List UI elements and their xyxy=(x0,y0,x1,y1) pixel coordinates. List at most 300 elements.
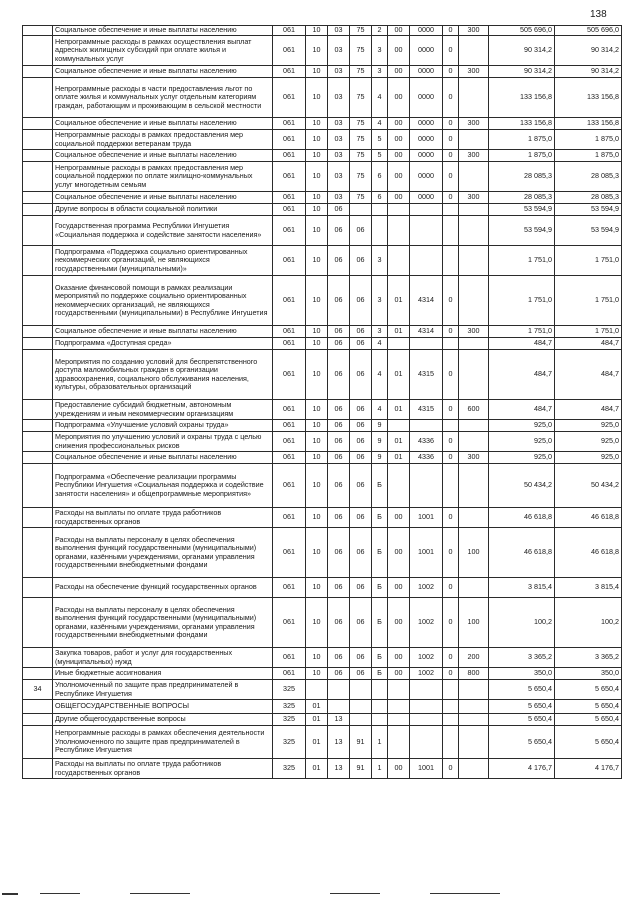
amount-1: 350,0 xyxy=(489,668,555,680)
row-number xyxy=(23,668,53,680)
code-expense-type: 100 xyxy=(459,598,489,648)
row-number xyxy=(23,326,53,338)
code-ministry: 061 xyxy=(273,192,306,204)
code-subprogram: 3 xyxy=(372,326,388,338)
budget-table xyxy=(22,25,622,779)
table-row xyxy=(23,66,622,78)
code-ministry: 325 xyxy=(273,759,306,779)
code-direction: 0000 xyxy=(410,150,443,162)
code-subprogram: 3 xyxy=(372,36,388,66)
code-ministry: 061 xyxy=(273,598,306,648)
code-program xyxy=(350,700,372,714)
amount-1: 1 875,0 xyxy=(489,130,555,150)
code-direction: 1002 xyxy=(410,578,443,598)
row-number xyxy=(23,452,53,464)
code-subsection: 03 xyxy=(328,130,350,150)
code-direction: 1001 xyxy=(410,508,443,528)
table-row xyxy=(23,192,622,204)
amount-1: 484,7 xyxy=(489,350,555,400)
code-direction: 1001 xyxy=(410,528,443,578)
page-number: 138 xyxy=(590,9,607,20)
row-number xyxy=(23,78,53,118)
code-direction xyxy=(410,680,443,700)
table-row xyxy=(23,246,622,276)
amount-1: 1 875,0 xyxy=(489,150,555,162)
code-event: 00 xyxy=(388,130,410,150)
code-subsection: 06 xyxy=(328,464,350,508)
row-number: 34 xyxy=(23,680,53,700)
amount-2: 1 751,0 xyxy=(555,246,622,276)
code-direction xyxy=(410,216,443,246)
code-ministry: 061 xyxy=(273,78,306,118)
code-subsection: 03 xyxy=(328,162,350,192)
code-subprogram: Б xyxy=(372,598,388,648)
row-number xyxy=(23,192,53,204)
code-expense-type xyxy=(459,714,489,726)
code-suffix: 0 xyxy=(443,452,459,464)
amount-2: 5 650,4 xyxy=(555,726,622,759)
code-ministry: 061 xyxy=(273,150,306,162)
row-number xyxy=(23,578,53,598)
amount-1: 505 696,0 xyxy=(489,26,555,36)
code-suffix xyxy=(443,464,459,508)
code-program: 06 xyxy=(350,432,372,452)
code-subsection: 06 xyxy=(328,400,350,420)
code-ministry: 061 xyxy=(273,26,306,36)
amount-2: 46 618,8 xyxy=(555,528,622,578)
code-ministry: 325 xyxy=(273,700,306,714)
amount-2: 1 751,0 xyxy=(555,326,622,338)
code-subprogram: 9 xyxy=(372,452,388,464)
code-program: 06 xyxy=(350,326,372,338)
code-expense-type: 300 xyxy=(459,66,489,78)
code-event: 01 xyxy=(388,400,410,420)
row-name: Государственная программа Республики Ингушетия «Социальная поддержка и содействие занятости населения» xyxy=(53,216,273,246)
code-subsection: 06 xyxy=(328,578,350,598)
code-suffix xyxy=(443,338,459,350)
row-number xyxy=(23,66,53,78)
code-suffix: 0 xyxy=(443,162,459,192)
code-program: 06 xyxy=(350,668,372,680)
amount-2: 4 176,7 xyxy=(555,759,622,779)
row-number xyxy=(23,432,53,452)
row-name: Социальное обеспечение и иные выплаты населению xyxy=(53,118,273,130)
code-subprogram: 5 xyxy=(372,130,388,150)
code-suffix: 0 xyxy=(443,192,459,204)
code-section: 01 xyxy=(306,726,328,759)
table-row xyxy=(23,118,622,130)
code-event: 00 xyxy=(388,66,410,78)
row-number xyxy=(23,464,53,508)
code-subprogram: 4 xyxy=(372,118,388,130)
amount-1: 484,7 xyxy=(489,400,555,420)
code-ministry: 061 xyxy=(273,204,306,216)
code-event: 00 xyxy=(388,78,410,118)
code-subsection: 06 xyxy=(328,528,350,578)
code-ministry: 325 xyxy=(273,680,306,700)
code-section: 10 xyxy=(306,150,328,162)
code-event: 01 xyxy=(388,276,410,326)
code-section: 10 xyxy=(306,246,328,276)
code-expense-type: 300 xyxy=(459,192,489,204)
code-subsection: 06 xyxy=(328,432,350,452)
code-program: 06 xyxy=(350,648,372,668)
amount-1: 1 751,0 xyxy=(489,326,555,338)
code-subsection: 13 xyxy=(328,726,350,759)
code-ministry: 325 xyxy=(273,726,306,759)
code-ministry: 061 xyxy=(273,118,306,130)
code-program: 06 xyxy=(350,350,372,400)
code-subsection: 03 xyxy=(328,78,350,118)
row-name: Мероприятия по улучшению условий и охраны труда с целью снижения профессиональных рисков xyxy=(53,432,273,452)
code-program: 75 xyxy=(350,36,372,66)
row-name: Непрограммные расходы в рамках предоставления мер социальной поддержки ветеранам труда xyxy=(53,130,273,150)
amount-1: 100,2 xyxy=(489,598,555,648)
code-suffix xyxy=(443,216,459,246)
code-direction xyxy=(410,714,443,726)
code-expense-type xyxy=(459,680,489,700)
row-name: Другие вопросы в области социальной политики xyxy=(53,204,273,216)
code-direction: 4314 xyxy=(410,326,443,338)
amount-2: 28 085,3 xyxy=(555,162,622,192)
row-number xyxy=(23,150,53,162)
code-suffix: 0 xyxy=(443,66,459,78)
code-event: 01 xyxy=(388,326,410,338)
row-name: Социальное обеспечение и иные выплаты населению xyxy=(53,326,273,338)
code-direction: 1002 xyxy=(410,598,443,648)
code-direction xyxy=(410,700,443,714)
amount-1: 3 815,4 xyxy=(489,578,555,598)
code-subprogram: 1 xyxy=(372,726,388,759)
code-subsection: 06 xyxy=(328,276,350,326)
footer-dash xyxy=(2,893,18,895)
row-name: Социальное обеспечение и иные выплаты населению xyxy=(53,26,273,36)
code-event xyxy=(388,726,410,759)
code-expense-type xyxy=(459,508,489,528)
table-row xyxy=(23,598,622,648)
row-name: Оказание финансовой помощи в рамках реализации мероприятий по поддержке социально ориентированных некоммерческих организаций, не являющихся государственными (муниципальными) в Республике Ингушетия xyxy=(53,276,273,326)
code-event: 00 xyxy=(388,162,410,192)
row-name: Закупка товаров, работ и услуг для государственных (муниципальных) нужд xyxy=(53,648,273,668)
code-subprogram: 4 xyxy=(372,78,388,118)
code-subprogram: Б xyxy=(372,578,388,598)
amount-2: 53 594,9 xyxy=(555,204,622,216)
code-direction: 4315 xyxy=(410,400,443,420)
code-subprogram xyxy=(372,216,388,246)
code-ministry: 061 xyxy=(273,578,306,598)
amount-1: 53 594,9 xyxy=(489,204,555,216)
code-event: 00 xyxy=(388,508,410,528)
code-direction: 0000 xyxy=(410,162,443,192)
amount-2: 90 314,2 xyxy=(555,36,622,66)
amount-1: 133 156,8 xyxy=(489,118,555,130)
code-program: 75 xyxy=(350,130,372,150)
code-ministry: 061 xyxy=(273,338,306,350)
row-number xyxy=(23,162,53,192)
code-subprogram xyxy=(372,700,388,714)
code-subsection: 06 xyxy=(328,668,350,680)
code-suffix: 0 xyxy=(443,432,459,452)
row-name: Расходы на выплаты по оплате труда работников государственных органов xyxy=(53,508,273,528)
code-program: 75 xyxy=(350,150,372,162)
code-program: 06 xyxy=(350,420,372,432)
code-subsection: 06 xyxy=(328,204,350,216)
table-row xyxy=(23,162,622,192)
code-suffix: 0 xyxy=(443,528,459,578)
amount-2: 3 365,2 xyxy=(555,648,622,668)
code-section: 10 xyxy=(306,192,328,204)
code-direction xyxy=(410,204,443,216)
table-row xyxy=(23,528,622,578)
amount-2: 925,0 xyxy=(555,432,622,452)
amount-1: 28 085,3 xyxy=(489,192,555,204)
row-number xyxy=(23,714,53,726)
code-expense-type xyxy=(459,216,489,246)
row-number xyxy=(23,420,53,432)
code-direction: 0000 xyxy=(410,26,443,36)
code-program xyxy=(350,680,372,700)
code-event: 01 xyxy=(388,350,410,400)
code-expense-type xyxy=(459,432,489,452)
amount-2: 5 650,4 xyxy=(555,700,622,714)
amount-2: 100,2 xyxy=(555,598,622,648)
footer-dash xyxy=(130,893,190,894)
amount-1: 90 314,2 xyxy=(489,66,555,78)
code-expense-type xyxy=(459,759,489,779)
code-direction: 0000 xyxy=(410,192,443,204)
code-subprogram: Б xyxy=(372,528,388,578)
amount-1: 5 650,4 xyxy=(489,680,555,700)
code-section: 10 xyxy=(306,598,328,648)
code-subprogram xyxy=(372,714,388,726)
code-expense-type xyxy=(459,276,489,326)
table-row xyxy=(23,338,622,350)
amount-1: 4 176,7 xyxy=(489,759,555,779)
amount-1: 50 434,2 xyxy=(489,464,555,508)
code-subsection: 06 xyxy=(328,598,350,648)
code-subsection: 13 xyxy=(328,714,350,726)
amount-1: 5 650,4 xyxy=(489,700,555,714)
code-subprogram: Б xyxy=(372,464,388,508)
code-expense-type xyxy=(459,246,489,276)
code-ministry: 061 xyxy=(273,246,306,276)
row-number xyxy=(23,648,53,668)
amount-2: 5 650,4 xyxy=(555,680,622,700)
code-section: 10 xyxy=(306,464,328,508)
code-suffix: 0 xyxy=(443,759,459,779)
row-name: Непрограммные расходы в рамках обеспечения деятельности Уполномоченного по защите прав предпринимателей в Республике Ингушетия xyxy=(53,726,273,759)
table-row xyxy=(23,726,622,759)
table-row xyxy=(23,759,622,779)
code-section: 10 xyxy=(306,326,328,338)
amount-2: 50 434,2 xyxy=(555,464,622,508)
row-number xyxy=(23,508,53,528)
code-expense-type xyxy=(459,350,489,400)
table-row xyxy=(23,204,622,216)
code-subsection: 03 xyxy=(328,150,350,162)
code-program: 75 xyxy=(350,192,372,204)
code-suffix: 0 xyxy=(443,36,459,66)
code-subprogram xyxy=(372,204,388,216)
code-suffix xyxy=(443,246,459,276)
amount-2: 1 875,0 xyxy=(555,130,622,150)
code-expense-type xyxy=(459,726,489,759)
code-suffix: 0 xyxy=(443,350,459,400)
code-subprogram: 3 xyxy=(372,66,388,78)
amount-2: 133 156,8 xyxy=(555,78,622,118)
code-event: 01 xyxy=(388,432,410,452)
code-section: 10 xyxy=(306,350,328,400)
amount-2: 505 696,0 xyxy=(555,26,622,36)
amount-1: 90 314,2 xyxy=(489,36,555,66)
amount-1: 5 650,4 xyxy=(489,726,555,759)
code-direction: 1002 xyxy=(410,648,443,668)
row-number xyxy=(23,36,53,66)
code-expense-type: 300 xyxy=(459,452,489,464)
code-direction xyxy=(410,338,443,350)
row-number xyxy=(23,598,53,648)
code-ministry: 061 xyxy=(273,528,306,578)
code-section: 10 xyxy=(306,78,328,118)
code-program: 06 xyxy=(350,338,372,350)
code-program: 06 xyxy=(350,216,372,246)
code-event: 00 xyxy=(388,598,410,648)
amount-2: 350,0 xyxy=(555,668,622,680)
code-section: 10 xyxy=(306,432,328,452)
row-number xyxy=(23,759,53,779)
code-program: 06 xyxy=(350,452,372,464)
footer-dash xyxy=(330,893,380,894)
code-subprogram xyxy=(372,680,388,700)
code-ministry: 061 xyxy=(273,432,306,452)
code-event xyxy=(388,420,410,432)
code-event xyxy=(388,700,410,714)
table-row xyxy=(23,130,622,150)
code-section: 10 xyxy=(306,648,328,668)
table-row xyxy=(23,26,622,36)
row-name: Другие общегосударственные вопросы xyxy=(53,714,273,726)
code-ministry: 061 xyxy=(273,452,306,464)
code-expense-type: 300 xyxy=(459,26,489,36)
table-row xyxy=(23,326,622,338)
footer-dash xyxy=(40,893,80,894)
table-row xyxy=(23,578,622,598)
amount-2: 484,7 xyxy=(555,400,622,420)
code-suffix: 0 xyxy=(443,276,459,326)
code-event xyxy=(388,680,410,700)
row-number xyxy=(23,338,53,350)
row-number xyxy=(23,246,53,276)
code-section xyxy=(306,680,328,700)
row-name: Подпрограмма «Обеспечение реализации программы Республики Ингушетия «Социальная поддержка и содействие занятости населения» и общепрограммные мероприятия» xyxy=(53,464,273,508)
code-section: 10 xyxy=(306,578,328,598)
row-name: Расходы на выплаты персоналу в целях обеспечения выполнения функций государственными (муниципальными) органами, казёнными учреждениями, органами управления государственными внебюджетными фондами xyxy=(53,528,273,578)
amount-2: 28 085,3 xyxy=(555,192,622,204)
row-number xyxy=(23,726,53,759)
code-suffix: 0 xyxy=(443,508,459,528)
code-subsection: 06 xyxy=(328,508,350,528)
code-subprogram: 3 xyxy=(372,246,388,276)
code-direction: 4336 xyxy=(410,432,443,452)
amount-1: 925,0 xyxy=(489,432,555,452)
row-name: Уполномоченный по защите прав предпринимателей в Республике Ингушетия xyxy=(53,680,273,700)
code-section: 10 xyxy=(306,118,328,130)
code-event: 00 xyxy=(388,759,410,779)
code-ministry: 061 xyxy=(273,130,306,150)
code-subprogram: 6 xyxy=(372,162,388,192)
table-row xyxy=(23,350,622,400)
table-row xyxy=(23,648,622,668)
code-subprogram: 4 xyxy=(372,338,388,350)
code-ministry: 061 xyxy=(273,508,306,528)
code-suffix: 0 xyxy=(443,326,459,338)
code-section: 10 xyxy=(306,452,328,464)
code-program: 06 xyxy=(350,276,372,326)
code-subsection: 03 xyxy=(328,192,350,204)
table-row xyxy=(23,464,622,508)
code-event xyxy=(388,246,410,276)
code-subsection: 06 xyxy=(328,452,350,464)
code-subprogram: 3 xyxy=(372,276,388,326)
amount-1: 3 365,2 xyxy=(489,648,555,668)
code-ministry: 325 xyxy=(273,714,306,726)
amount-1: 46 618,8 xyxy=(489,528,555,578)
row-number xyxy=(23,26,53,36)
row-name: Социальное обеспечение и иные выплаты населению xyxy=(53,452,273,464)
code-event: 00 xyxy=(388,192,410,204)
code-suffix: 0 xyxy=(443,648,459,668)
amount-1: 28 085,3 xyxy=(489,162,555,192)
code-program: 75 xyxy=(350,78,372,118)
code-program: 06 xyxy=(350,528,372,578)
code-expense-type: 300 xyxy=(459,150,489,162)
code-expense-type: 300 xyxy=(459,326,489,338)
code-event: 00 xyxy=(388,648,410,668)
code-direction: 4315 xyxy=(410,350,443,400)
code-expense-type xyxy=(459,204,489,216)
code-ministry: 061 xyxy=(273,276,306,326)
amount-2: 133 156,8 xyxy=(555,118,622,130)
row-name: Непрограммные расходы в рамках предоставления мер социальной поддержки по оплате жилищно-коммунальных услуг многодетным семьям xyxy=(53,162,273,192)
code-subprogram: 9 xyxy=(372,420,388,432)
code-direction: 4336 xyxy=(410,452,443,464)
code-program: 91 xyxy=(350,726,372,759)
table-row xyxy=(23,714,622,726)
code-section: 10 xyxy=(306,216,328,246)
code-subprogram: 1 xyxy=(372,759,388,779)
table-row xyxy=(23,700,622,714)
code-program: 06 xyxy=(350,508,372,528)
code-direction: 0000 xyxy=(410,130,443,150)
code-suffix xyxy=(443,714,459,726)
code-program: 75 xyxy=(350,162,372,192)
code-direction: 0000 xyxy=(410,66,443,78)
table-row xyxy=(23,150,622,162)
amount-2: 925,0 xyxy=(555,420,622,432)
code-subprogram: 6 xyxy=(372,192,388,204)
table-row xyxy=(23,452,622,464)
row-number xyxy=(23,204,53,216)
code-suffix: 0 xyxy=(443,150,459,162)
code-subsection: 06 xyxy=(328,648,350,668)
code-subsection: 06 xyxy=(328,338,350,350)
code-ministry: 061 xyxy=(273,66,306,78)
code-event: 00 xyxy=(388,578,410,598)
code-expense-type: 800 xyxy=(459,668,489,680)
row-name: Непрограммные расходы в рамках осуществления выплат адресных жилищных субсидий при оплате жилья и коммунальных услуг xyxy=(53,36,273,66)
code-program xyxy=(350,204,372,216)
code-section: 10 xyxy=(306,276,328,326)
